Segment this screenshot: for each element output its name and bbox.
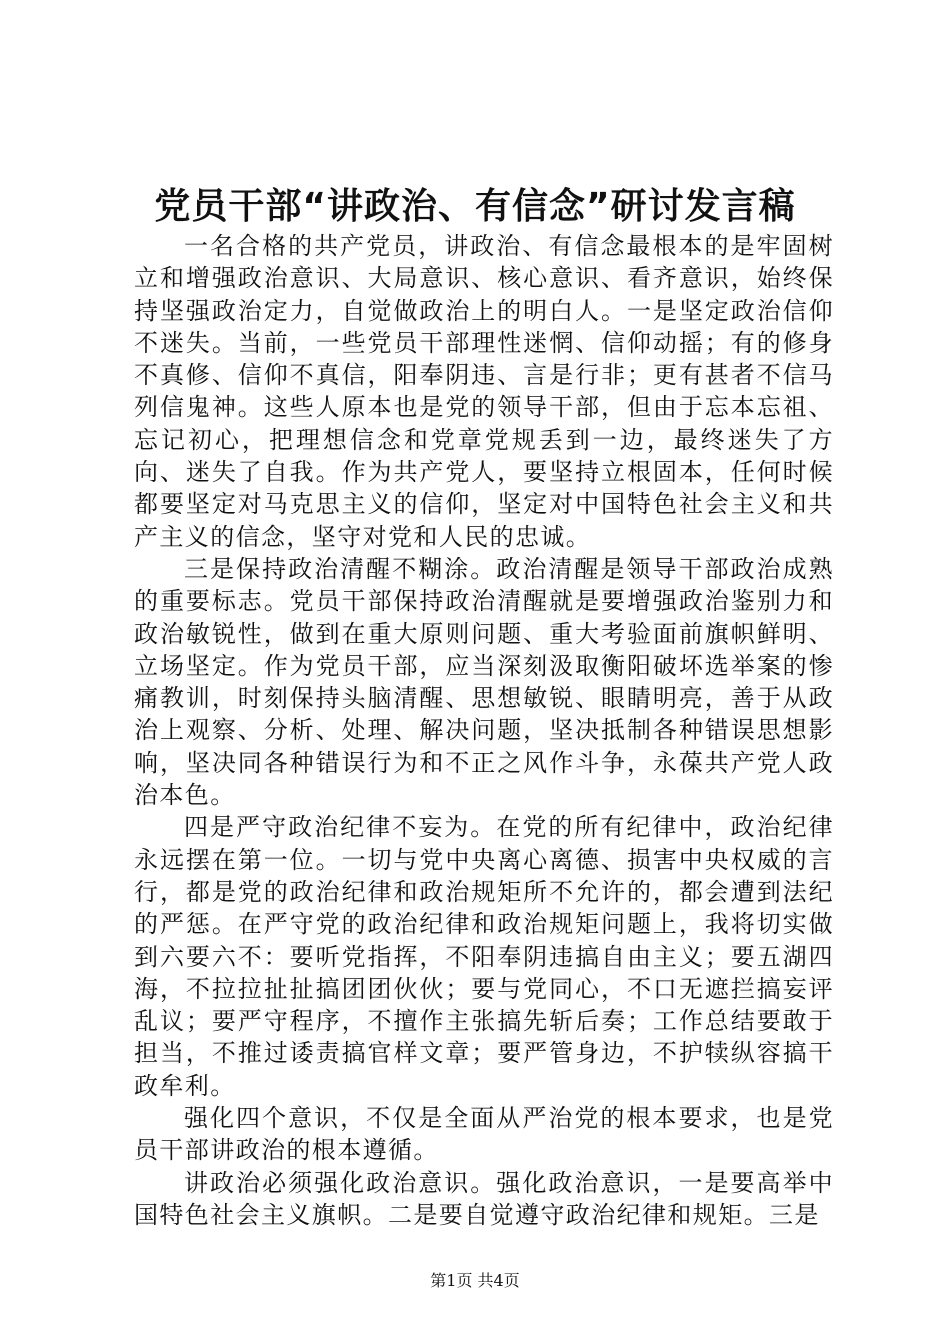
- page-footer: 第1页 共4页: [430, 1271, 520, 1290]
- document-body: [134, 230, 834, 1231]
- paragraph: 四是严守政治纪律不妄为。在党的所有纪律中，政治纪律永远摆在第一位。一切与党中央离心离德、损害中央权威的言行，都是党的政治纪律和政治规矩所不允许的，都会遭到法纪的严惩。在严守党的政治纪律和政治规矩问题上，我将切实做到六要六不：要听党指挥，不阳奉阴违搞自由主义；要五湖四海，不拉拉扯扯搞团团伙伙；要与党同心，不口无遮拦搞妄评乱议；要严守程序，不擅作主张搞先斩后奏；工作总结要敢于担当，不推过诿责搞官样文章；要严管身边，不护犊纵容搞干政牟利。: [134, 813, 834, 1100]
- paragraph: 讲政治必须强化政治意识。强化政治意识，一是要高举中国特色社会主义旗帜。二是要自觉遵守政治纪律和规矩。三是: [134, 1168, 834, 1229]
- document-title: 党员干部“讲政治、有信念”研讨发言稿: [154, 186, 796, 227]
- paragraph: 强化四个意识，不仅是全面从严治党的根本要求，也是党员干部讲政治的根本遵循。: [134, 1104, 834, 1165]
- paragraph: 三是保持政治清醒不糊涂。政治清醒是领导干部政治成熟的重要标志。党员干部保持政治清醒就是要增强政治鉴别力和政治敏锐性，做到在重大原则问题、重大考验面前旗帜鲜明、立场坚定。作为党员干部，应当深刻汲取衡阳破坏选举案的惨痛教训，时刻保持头脑清醒、思想敏锐、眼睛明亮，善于从政治上观察、分析、处理、解决问题，坚决抵制各种错误思想影响，坚决同各种错误行为和不正之风作斗争，永葆共产党人政治本色。: [134, 554, 834, 810]
- paragraph: 一名合格的共产党员，讲政治、有信念最根本的是牢固树立和增强政治意识、大局意识、核心意识、看齐意识，始终保持坚强政治定力，自觉做政治上的明白人。一是坚定政治信仰不迷失。当前，一些党员干部理性迷惘、信仰动摇；有的修身不真修、信仰不真信，阳奉阴违、言是行非；更有甚者不信马列信鬼神。这些人原本也是党的领导干部，但由于忘本忘祖、忘记初心，把理想信念和党章党规丢到一边，最终迷失了方向、迷失了自我。作为共产党人，要坚持立根固本，任何时候都要坚定对马克思主义的信仰，坚定对中国特色社会主义和共产主义的信念，坚守对党和人民的忠诚。: [134, 232, 834, 551]
